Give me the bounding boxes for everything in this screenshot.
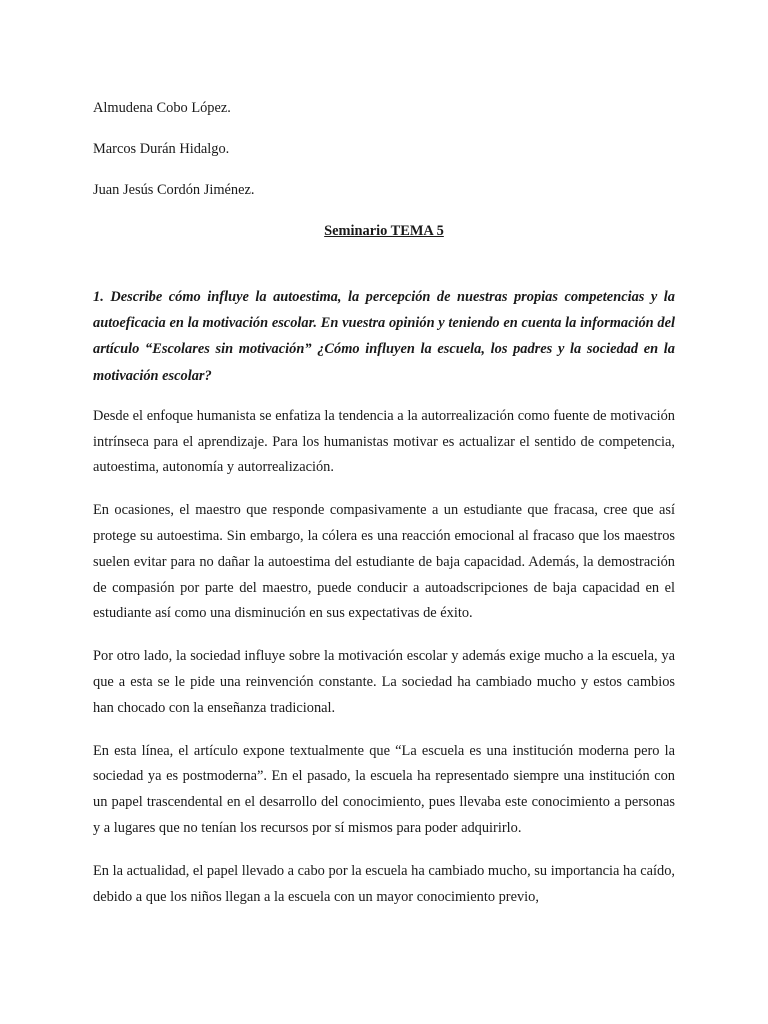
body-paragraph: En esta línea, el artículo expone textualmente que “La escuela es una institución moderna pero la sociedad ya es postmoderna”. En el pasado, la escuela ha representado siempre una institución con un papel trascendental en el desarrollo del conocimiento, pues llevaba este conocimiento a personas y a lugares que no tenían los recursos por sí mismos para poder adquirirlo. [93,742,675,836]
body-paragraph: Desde el enfoque humanista se enfatiza la tendencia a la autorrealización como fuente de motivación intrínseca para el aprendizaje. Para los humanistas motivar es actualizar el sentido de competencia, autoestima, autonomía y autorrealización. [93,407,675,476]
author-name: Marcos Durán Hidalgo. [93,141,230,157]
document-title: Seminario TEMA 5 [324,223,444,239]
question-heading: 1. Describe cómo influye la autoestima, la percepción de nuestras propias competencias y la autoeficacia en la motivación escolar. En vuestra opinión y teniendo en cuenta la información del artículo “Escolares sin motivación” ¿Cómo influyen la escuela, los padres y la sociedad en la motivación escolar? [93,289,675,384]
author-name: Juan Jesús Cordón Jiménez. [93,182,255,198]
body-paragraph: Por otro lado, la sociedad influye sobre la motivación escolar y además exige mucho a la escuela, ya que a esta se le pide una reinvención constante. La sociedad ha cambiado mucho y estos cambios han chocado con la enseñanza tradicional. [93,648,675,716]
body-paragraph: En la actualidad, el papel llevado a cabo por la escuela ha cambiado mucho, su importancia ha caído, debido a que los niños llegan a la escuela con un mayor conocimiento previo, [93,862,675,905]
author-name: Almudena Cobo López. [93,100,231,116]
document-body [93,99,675,910]
body-paragraph: En ocasiones, el maestro que responde compasivamente a un estudiante que fracasa, cree que así protege su autoestima. Sin embargo, la cólera es una reacción emocional al fracaso que los maestros suelen evitar para no dañar la autoestima del estudiante de baja capacidad. Además, la demostración de compasión por parte del maestro, puede conducir a autoadscripciones de baja capacidad en el estudiante así como una disminución en sus expectativas de éxito. [93,502,675,622]
